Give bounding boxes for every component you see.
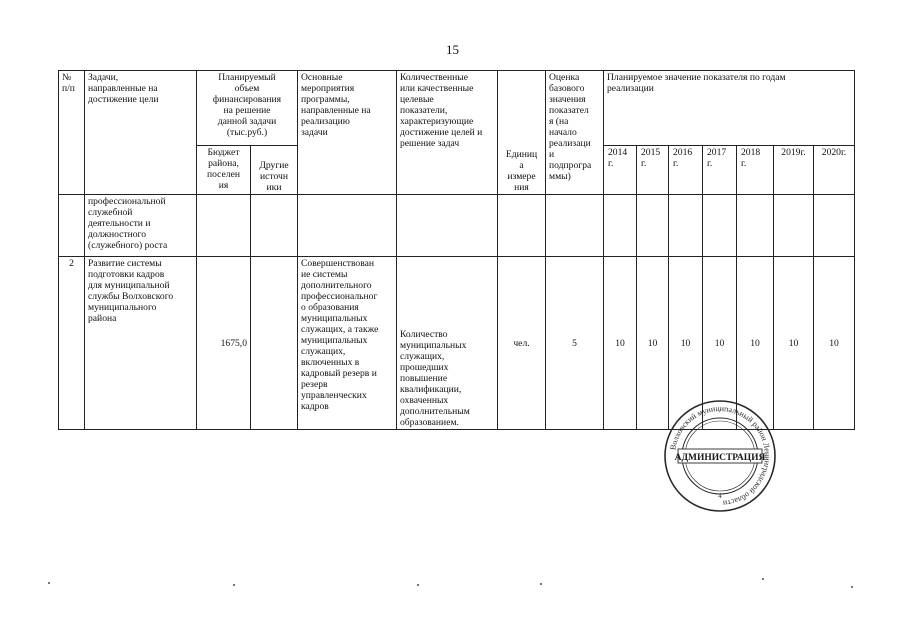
scan-speck	[851, 586, 853, 588]
scan-speck	[762, 578, 764, 580]
header-num: № п/п	[59, 71, 85, 195]
seal-number: 4	[718, 492, 722, 500]
seal-ring-text: Волховский муниципальный район Ленинградской области	[668, 403, 773, 508]
year-2020: 2020г.	[814, 146, 855, 195]
row2-measure: Совершенствован ие системы дополнительного профессиональног о образования муниципальных служащих, а также муниципальных служащих, включенных в кадровый резерв и резерв управленческих кадров	[298, 257, 397, 430]
page-number: 15	[446, 42, 459, 57]
row2-task: Развитие системы подготовки кадров для муниципальной службы Волховского муниципального района	[85, 257, 197, 430]
scan-speck	[48, 582, 50, 584]
continuation-row	[59, 195, 855, 257]
row2-unit: чел.	[498, 257, 546, 430]
header-funding: Планируемый объем финансирования на решение данной задачи (тыс.руб.)	[197, 71, 298, 146]
row2-baseline: 5	[546, 257, 604, 430]
header-budget: Бюджет района, поселен ия	[197, 146, 251, 195]
header-baseline: Оценка базового значения показател я (на начало реализаци и подпрогра ммы)	[546, 71, 604, 195]
row2-indicator: Количество муниципальных служащих, прошедших повышение квалификации, охваченных дополнительным образованием.	[397, 257, 498, 430]
header-tasks: Задачи, направленные на достижение цели	[85, 71, 197, 195]
scan-speck	[540, 583, 542, 585]
seal-center-text: АДМИНИСТРАЦИЯ	[674, 453, 766, 463]
row2-value-2020: 10	[814, 257, 855, 430]
header-planned: Планируемое значение показателя по годам реализации	[604, 71, 855, 146]
scan-speck	[417, 584, 419, 586]
administration-seal	[662, 398, 778, 514]
program-table	[58, 70, 855, 430]
header-indicators: Количественные или качественные целевые показатели, характеризующие достижение целей и решение задач	[397, 71, 498, 195]
row2-num: 2	[59, 257, 85, 430]
year-2016: 2016 г.	[669, 146, 703, 195]
row2-budget: 1675,0	[197, 257, 251, 430]
row2-value-2014: 10	[604, 257, 637, 430]
row2-value-2015: 10	[637, 257, 669, 430]
row2-value-2018: 10	[737, 257, 774, 430]
continuation-task: профессиональной служебной деятельности и должностного (служебного) роста	[85, 195, 197, 257]
header-other: Другие источн ики	[251, 146, 298, 195]
header-row-1	[59, 71, 855, 146]
header-measures: Основные мероприятия программы, направленные на реализацию задачи	[298, 71, 397, 195]
scan-speck	[233, 584, 235, 586]
year-2018: 2018 г.	[737, 146, 774, 195]
year-2014: 2014 г.	[604, 146, 637, 195]
year-2017: 2017 г.	[703, 146, 737, 195]
row2-value-2019: 10	[774, 257, 814, 430]
row2-value-2016: 10	[669, 257, 703, 430]
header-unit: Единиц а измере ния	[498, 71, 546, 195]
row2-other	[251, 257, 298, 430]
row2-value-2017: 10	[703, 257, 737, 430]
year-2015: 2015 г.	[637, 146, 669, 195]
year-2019: 2019г.	[774, 146, 814, 195]
